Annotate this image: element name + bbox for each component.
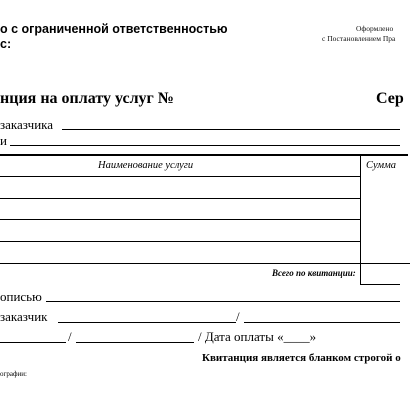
customer-signature-label: заказчик [0, 309, 48, 324]
receipt-series-label: Сер [376, 90, 404, 107]
services-table [0, 154, 408, 267]
receipt-title: нция на оплату услуг № [0, 90, 174, 107]
amount-column-divider [360, 156, 361, 267]
organization-address-label: с: [0, 37, 12, 51]
total-label: Всего по квитанции: [272, 268, 356, 278]
amount-in-words-field[interactable] [46, 301, 400, 302]
customer-field[interactable] [62, 129, 400, 130]
table-row-divider [0, 219, 360, 220]
second-line-label: и [0, 133, 7, 148]
printing-house-label: ографии: [0, 370, 27, 378]
strict-reporting-notice: Квитанция является бланком строгой о [202, 352, 401, 364]
customer-label: заказчика [0, 117, 54, 132]
table-row-divider [0, 176, 360, 177]
signature-separator: / [236, 309, 240, 324]
customer-signature-field[interactable] [58, 322, 236, 323]
registration-note-line2: с Постановлением Пра [322, 34, 396, 43]
column-header-amount: Сумма [366, 160, 397, 171]
signature-field-b[interactable] [76, 342, 194, 343]
table-row-divider [0, 241, 360, 242]
payment-date-label: / Дата оплаты «____» [198, 329, 317, 344]
customer-address-field[interactable] [10, 145, 400, 146]
customer-name-field[interactable] [244, 322, 400, 323]
organization-name: о с ограниченной ответственностью [0, 22, 228, 36]
signature-field-a[interactable] [0, 342, 66, 343]
total-amount-field[interactable] [360, 284, 400, 285]
registration-note-line1: Оформлено [356, 24, 394, 33]
signature-separator-2: / [68, 329, 72, 344]
amount-in-words-label: описью [0, 289, 42, 304]
total-box-divider [360, 262, 361, 284]
column-header-service: Наименование услуги [98, 160, 194, 171]
table-bottom-border [0, 263, 410, 264]
table-row-divider [0, 198, 360, 199]
